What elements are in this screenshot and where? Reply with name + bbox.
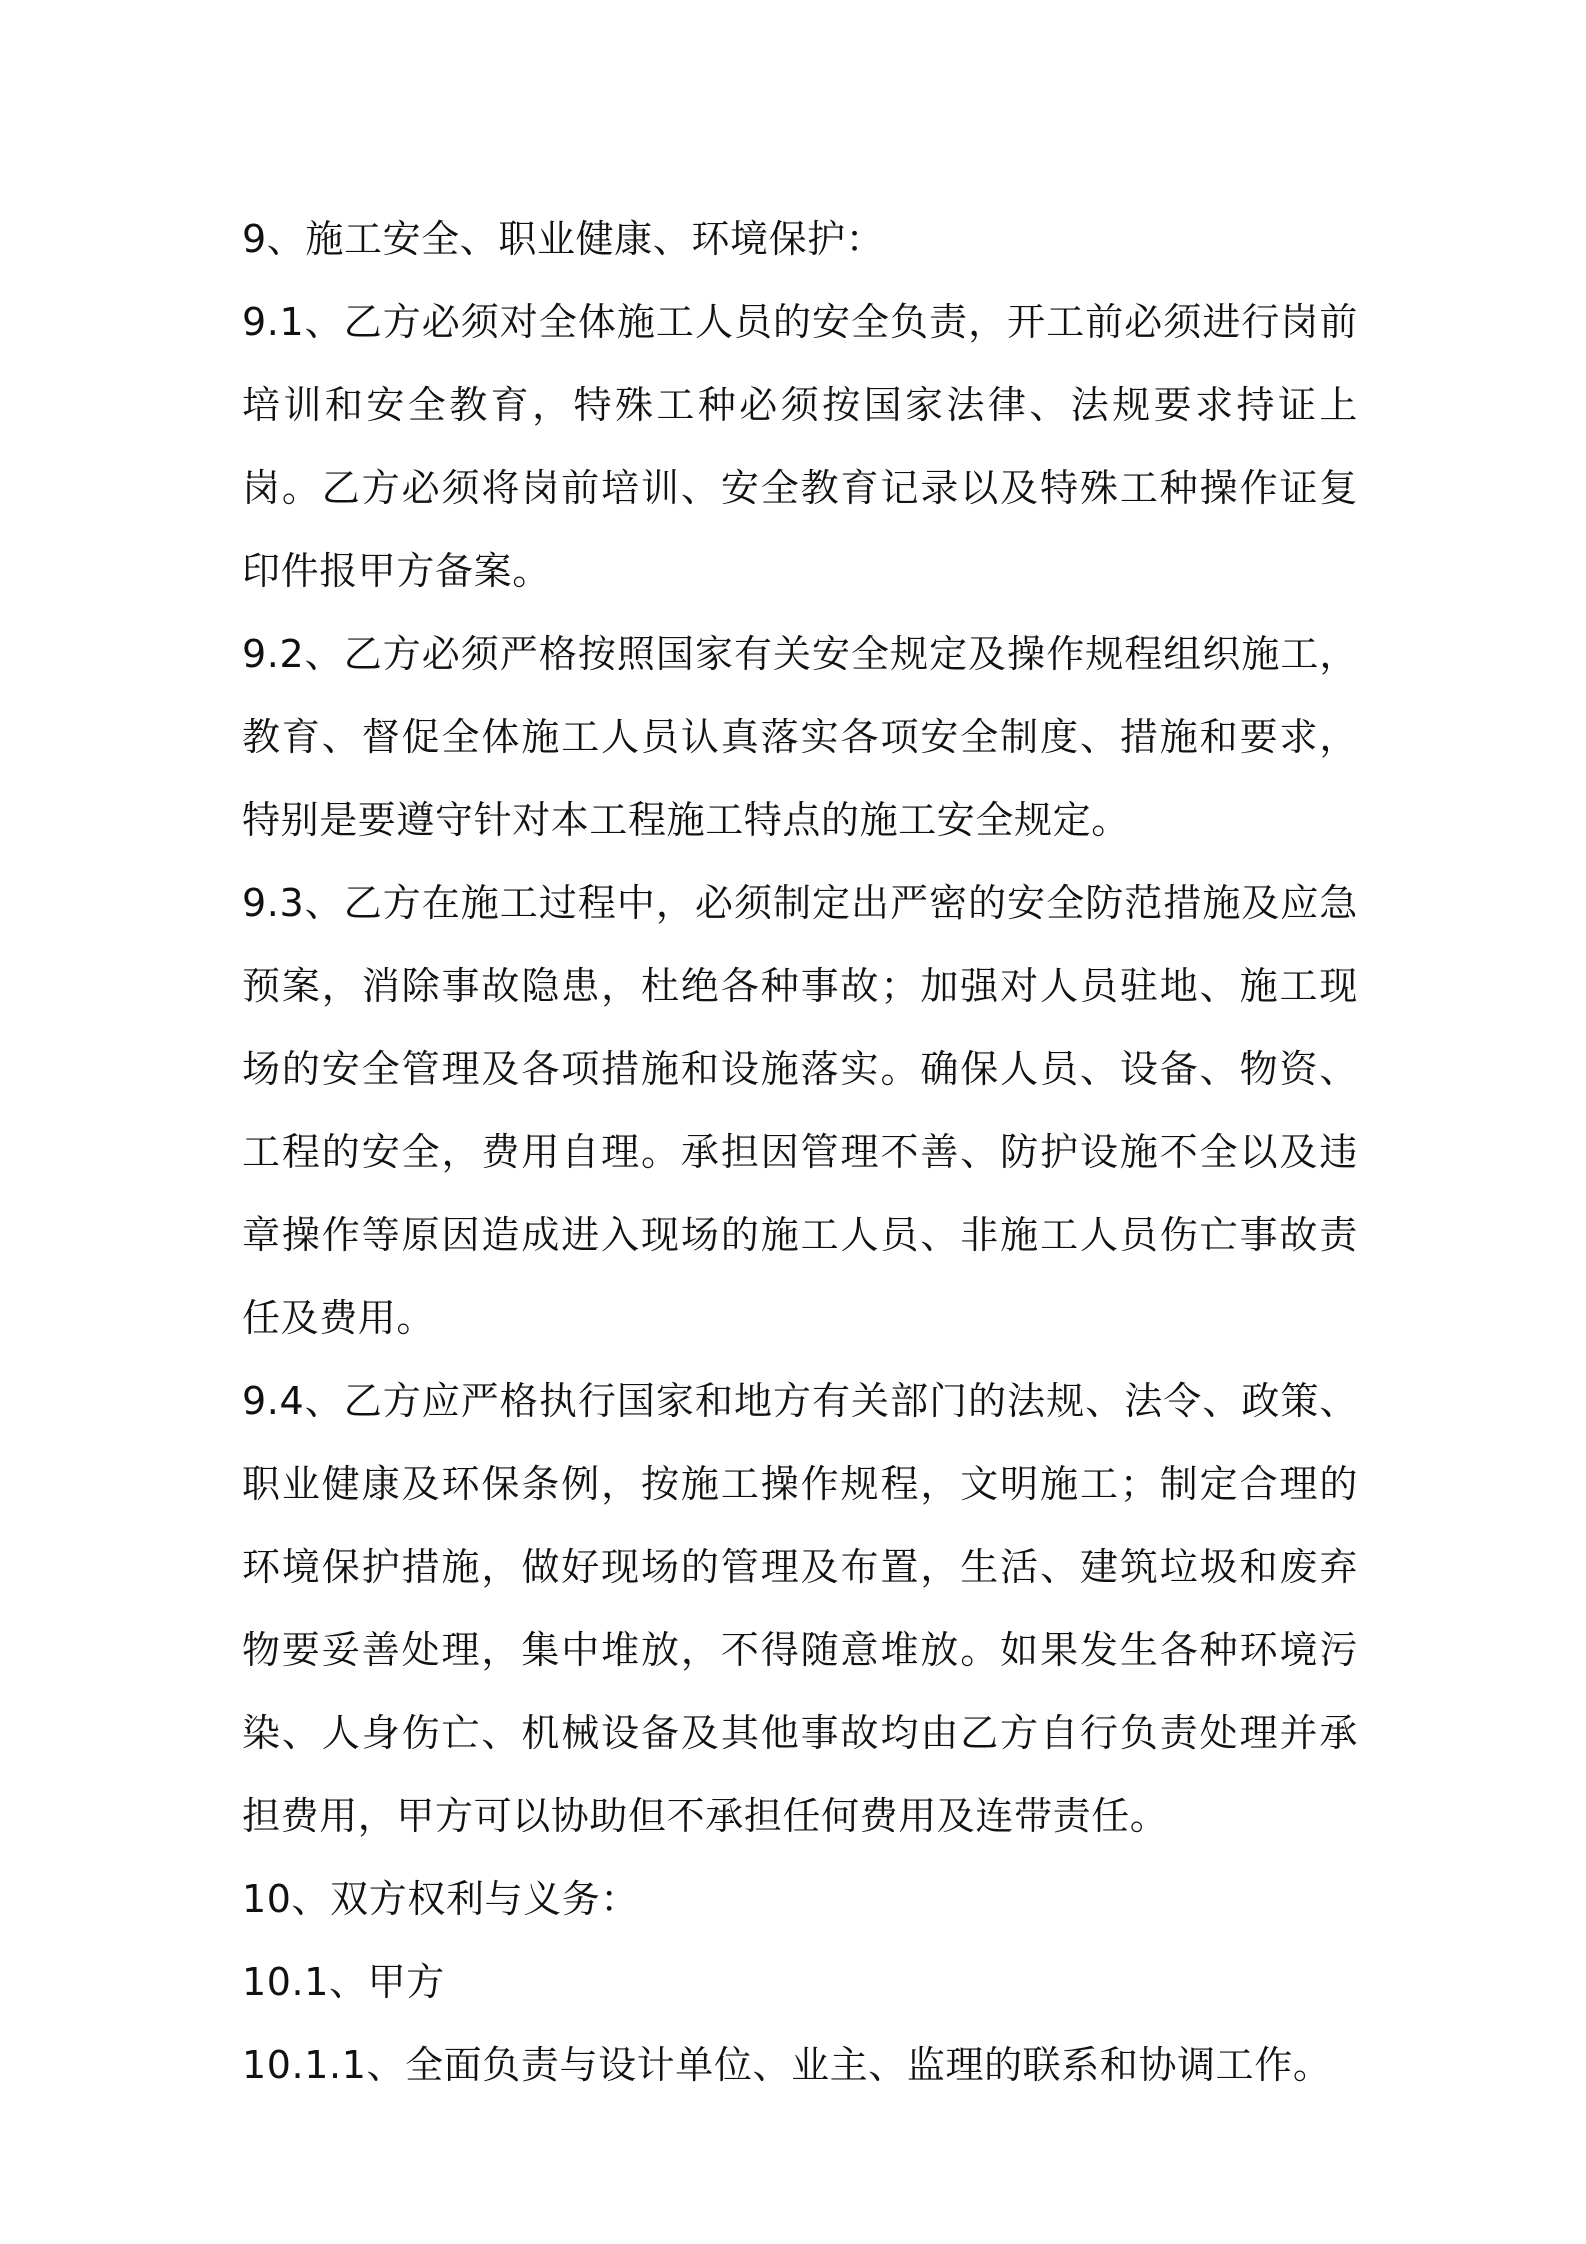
clause-9-1: 9.1、乙方必须对全体施工人员的安全负责，开工前必须进行岗前培训和安全教育，特殊工种必须按国家法律、法规要求持证上岗。乙方必须将岗前培训、安全教育记录以及特殊工种操作证复印件报甲方备案。: [242, 300, 1358, 593]
document-body: [242, 198, 1358, 2107]
clause-10-1-heading: 10.1、甲方: [242, 1960, 445, 2004]
clause-10-1-1: 10.1.1、全面负责与设计单位、业主、监理的联系和协调工作。: [242, 2043, 1332, 2087]
section-9-heading: 9、施工安全、职业健康、环境保护：: [242, 217, 885, 261]
clause-9-3: 9.3、乙方在施工过程中，必须制定出严密的安全防范措施及应急预案，消除事故隐患，杜绝各种事故；加强对人员驻地、施工现场的安全管理及各项措施和设施落实。确保人员、设备、物资、工程的安全，费用自理。承担因管理不善、防护设施不全以及违章操作等原因造成进入现场的施工人员、非施工人员伤亡事故责任及费用。: [242, 881, 1358, 1340]
clause-9-4: 9.4、乙方应严格执行国家和地方有关部门的法规、法令、政策、职业健康及环保条例，按施工操作规程，文明施工；制定合理的环境保护措施，做好现场的管理及布置，生活、建筑垃圾和废弃物要妥善处理，集中堆放，不得随意堆放。如果发生各种环境污染、人身伤亡、机械设备及其他事故均由乙方自行负责处理并承担费用，甲方可以协助但不承担任何费用及连带责任。: [242, 1379, 1358, 1838]
section-10-heading: 10、双方权利与义务：: [242, 1877, 639, 1921]
clause-9-2: 9.2、乙方必须严格按照国家有关安全规定及操作规程组织施工，教育、督促全体施工人员认真落实各项安全制度、措施和要求，特别是要遵守针对本工程施工特点的施工安全规定。: [242, 632, 1358, 842]
